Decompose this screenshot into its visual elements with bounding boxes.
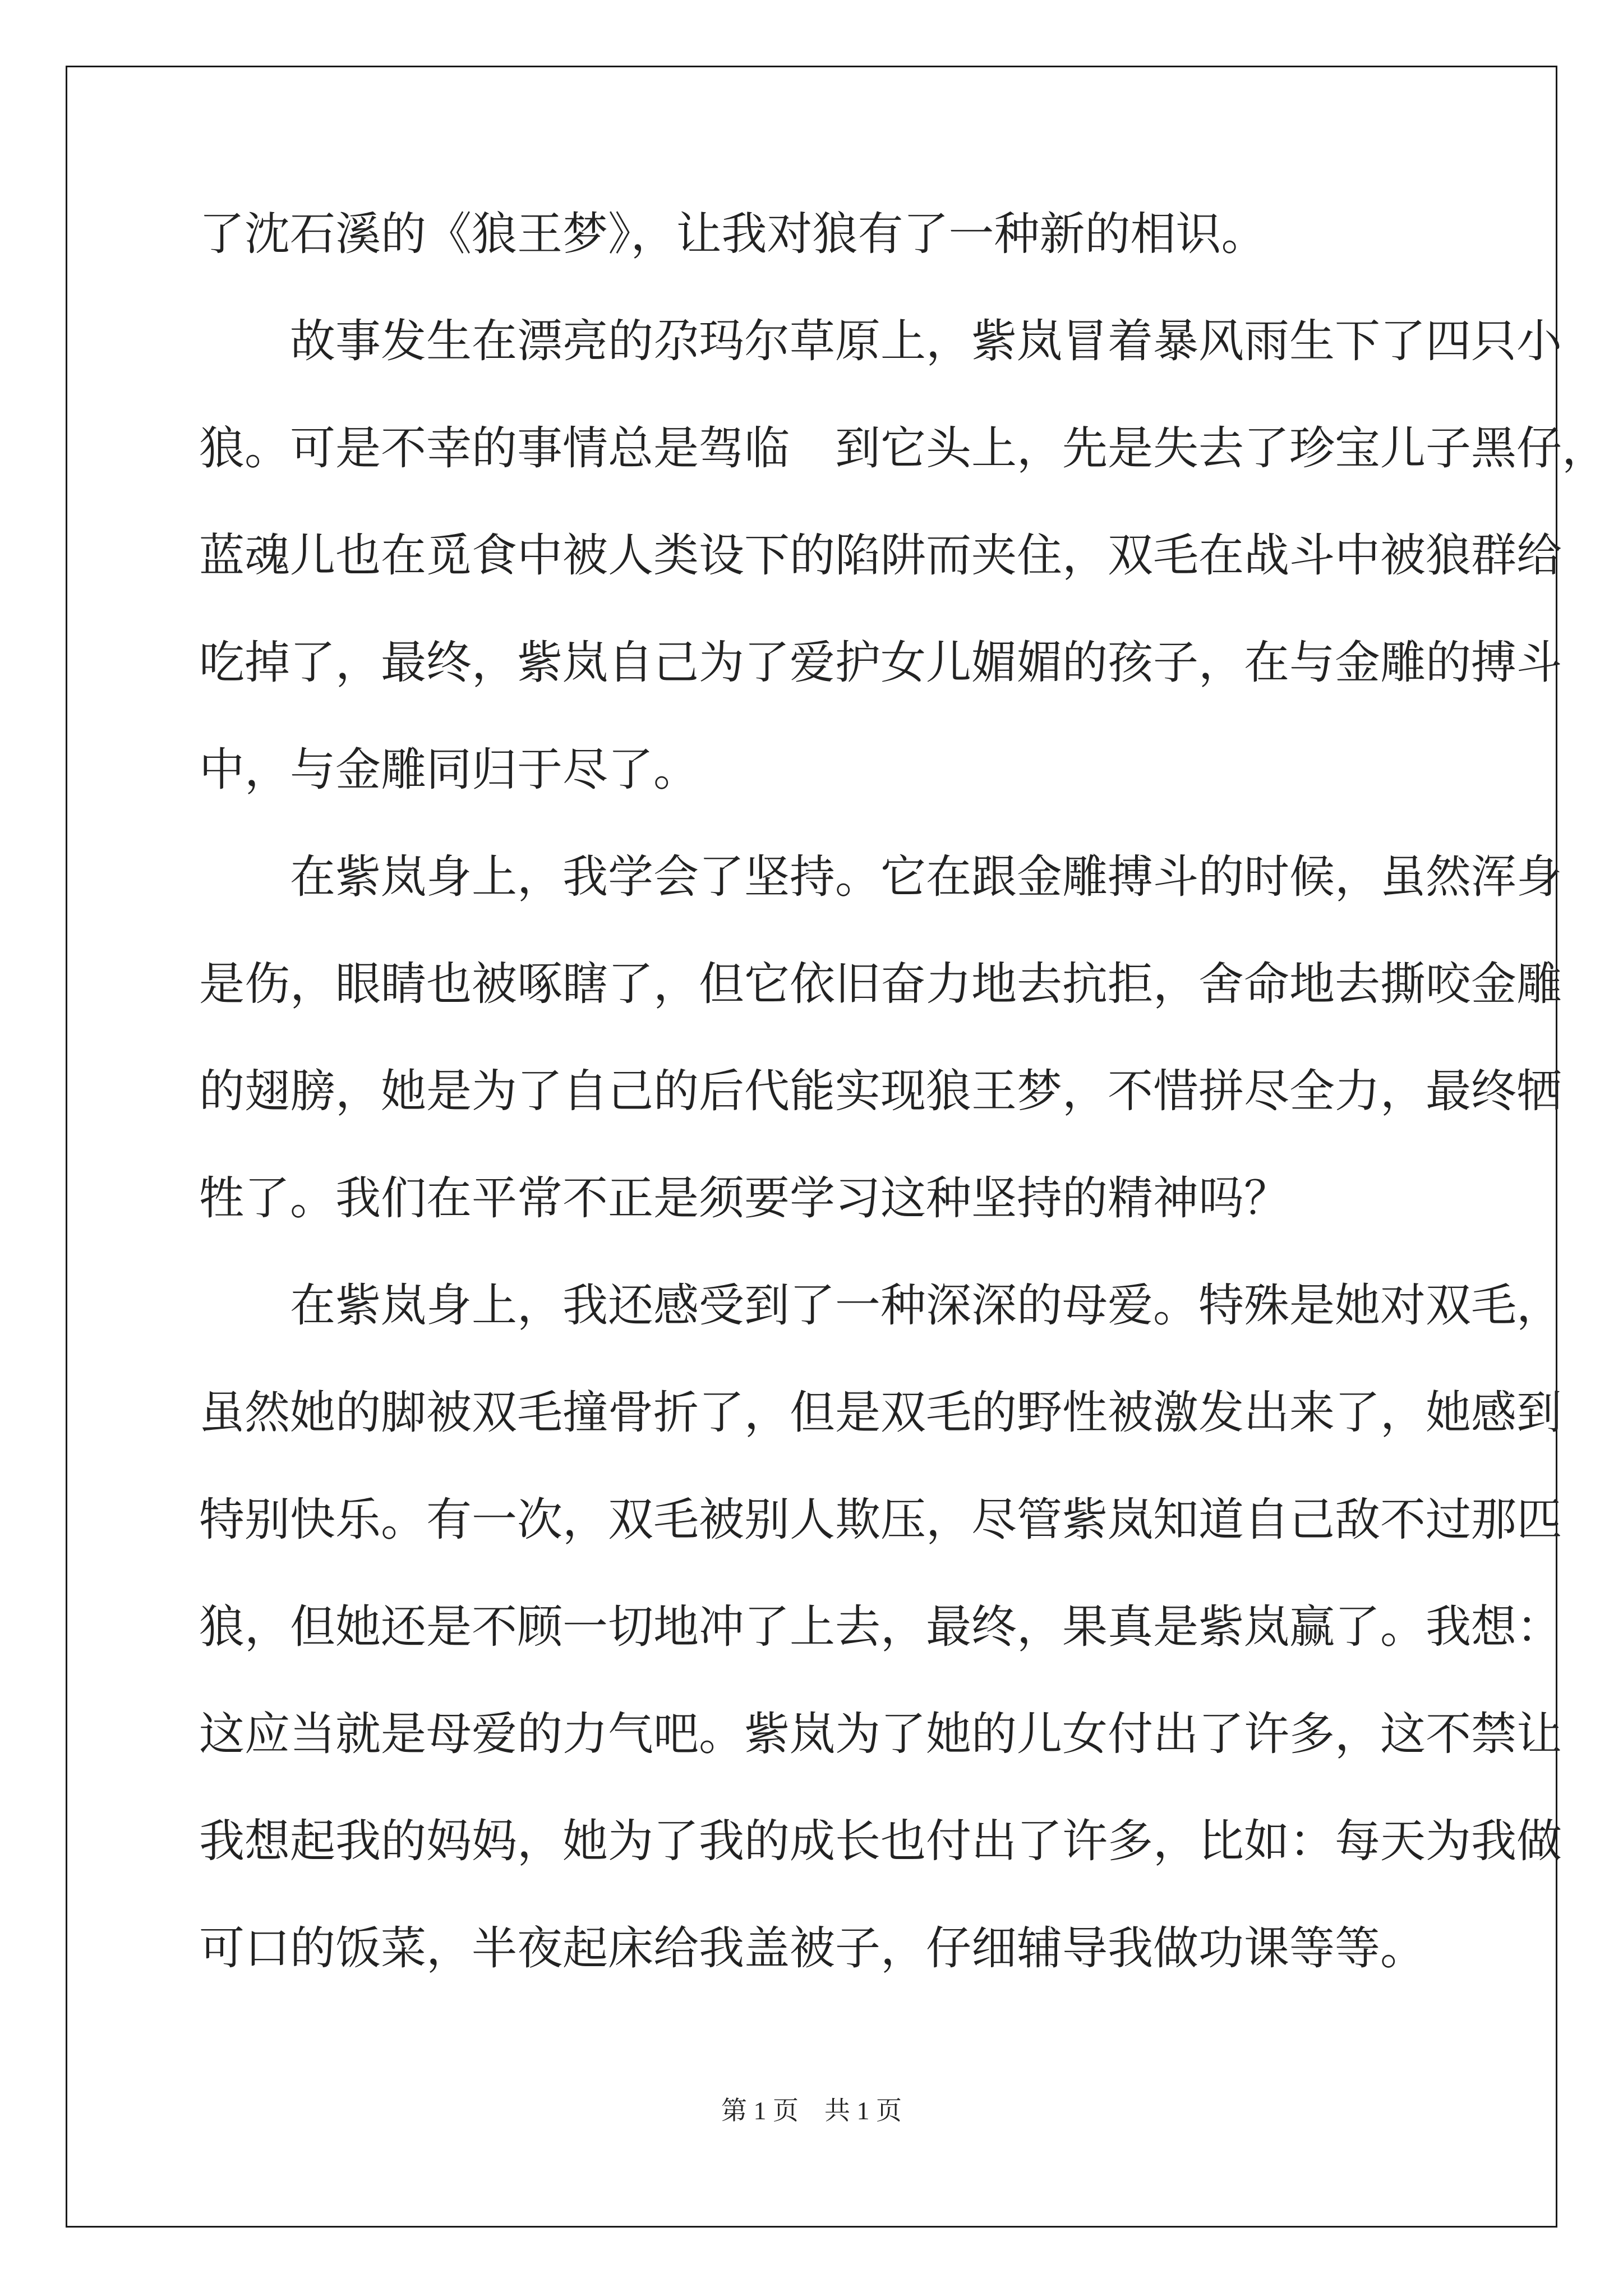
text-line: 是伤，眼睛也被啄瞎了，但它依旧奋力地去抗拒，舍命地去撕咬金雕 [199,958,1562,1011]
text-line: 在紫岚身上，我还感受到了一种深深的母爱。特殊是她对双毛， [290,1280,1562,1332]
text-line: 狼，但她还是不顾一切地冲了上去，最终，果真是紫岚赢了。我想： [199,1601,1562,1654]
text-line: 特别快乐。有一次，双毛被别人欺压，尽管紫岚知道自己敌不过那匹 [199,1494,1562,1547]
text-line: 了沈石溪的《狼王梦》，让我对狼有了一种新的相识。 [199,208,1267,261]
text-line: 蓝魂儿也在觅食中被人类设下的陷阱而夹住，双毛在战斗中被狼群给 [199,530,1562,582]
page-number-footer: 第 1 页 共 1 页 [721,2096,902,2125]
text-line: 我想起我的妈妈，她为了我的成长也付出了许多，比如：每天为我做 [199,1815,1562,1868]
text-line: 中，与金雕同归于尽了。 [199,744,699,797]
text-line: 的翅膀，她是为了自己的后代能实现狼王梦，不惜拼尽全力，最终牺 [199,1065,1562,1118]
text-line: 在紫岚身上，我学会了坚持。它在跟金雕搏斗的时候，虽然浑身 [290,851,1562,904]
text-line: 吃掉了，最终，紫岚自己为了爱护女儿媚媚的孩子，在与金雕的搏斗 [199,637,1562,689]
text-line: 牲了。我们在平常不正是须要学习这种坚持的精神吗？ [199,1172,1290,1225]
text-line: 可口的饭菜，半夜起床给我盖被子，仔细辅导我做功课等等。 [199,1922,1426,1975]
text-line: 虽然她的脚被双毛撞骨折了，但是双毛的野性被激发出来了，她感到 [199,1387,1562,1439]
page-border [66,66,1557,2228]
text-line: 这应当就是母爱的力气吧。紫岚为了她的儿女付出了许多，这不禁让 [199,1708,1562,1761]
text-line: 故事发生在漂亮的尕玛尔草原上，紫岚冒着暴风雨生下了四只小 [290,315,1562,368]
text-line: 狼。可是不幸的事情总是驾临 到它头上，先是失去了珍宝儿子黑仔， [199,422,1608,475]
